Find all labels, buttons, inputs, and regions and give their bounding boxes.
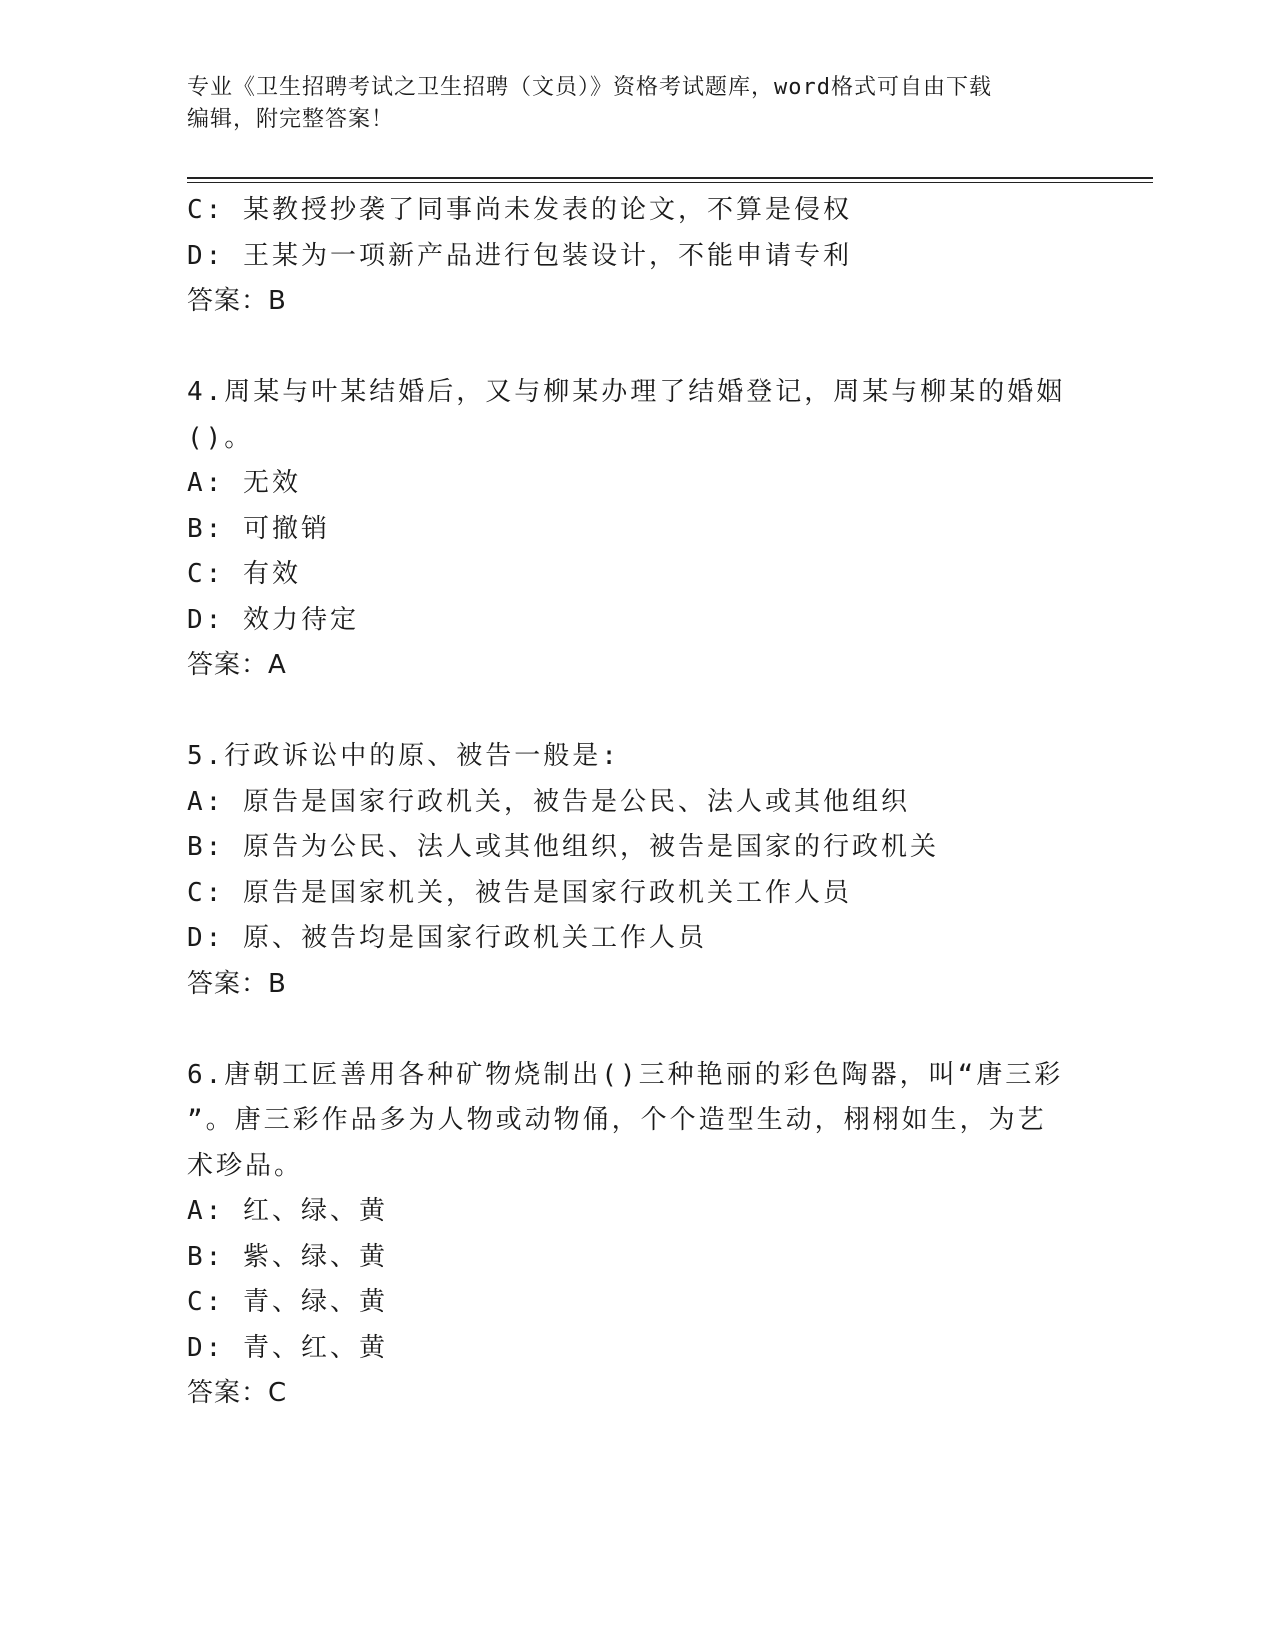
question-text: 5.行政诉讼中的原、被告一般是: <box>187 741 620 771</box>
option-c: C: 原告是国家机关，被告是国家行政机关工作人员 <box>187 877 852 908</box>
question-3-tail <box>187 188 1087 325</box>
spacer <box>187 1007 1087 1053</box>
question-text-cont: ()。 <box>187 422 254 453</box>
answer: 答案：A <box>187 650 287 680</box>
question-5 <box>187 734 1087 1007</box>
question-text: 6.唐朝工匠善用各种矿物烧制出()三种艳丽的彩色陶器，叫“唐三彩 <box>187 1059 1064 1090</box>
option-b: B: 原告为公民、法人或其他组织，被告是国家的行政机关 <box>187 832 939 862</box>
question-4 <box>187 370 1087 689</box>
document-header <box>187 72 1067 136</box>
question-text-cont: ”。唐三彩作品多为人物或动物俑，个个造型生动，栩栩如生，为艺 <box>187 1105 1047 1135</box>
option-a: A: 无效 <box>187 468 301 498</box>
option-c: C: 青、绿、黄 <box>187 1287 388 1317</box>
option-d: D: 王某为一项新产品进行包装设计，不能申请专利 <box>187 240 852 271</box>
option-b: B: 可撤销 <box>187 513 330 544</box>
header-divider-thin <box>187 182 1153 183</box>
question-text-cont: 术珍品。 <box>187 1150 304 1181</box>
question-text: 4.周某与叶某结婚后，又与柳某办理了结婚登记，周某与柳某的婚姻 <box>187 377 1066 407</box>
option-a: A: 原告是国家行政机关，被告是公民、法人或其他组织 <box>187 786 910 817</box>
option-c: C: 有效 <box>187 559 301 589</box>
header-line-2: 编辑，附完整答案！ <box>187 107 395 132</box>
spacer <box>187 325 1087 371</box>
option-d: D: 青、红、黄 <box>187 1332 388 1363</box>
header-divider-thick <box>187 177 1153 179</box>
option-a: A: 红、绿、黄 <box>187 1196 388 1226</box>
answer: 答案：C <box>187 1378 288 1408</box>
option-b: B: 紫、绿、黄 <box>187 1241 388 1272</box>
question-list <box>187 188 1087 1417</box>
option-d: D: 效力待定 <box>187 604 359 635</box>
header-line-1: 专业《卫生招聘考试之卫生招聘（文员）》资格考试题库，word格式可自由下载 <box>187 75 992 100</box>
answer: 答案：B <box>187 286 287 316</box>
option-c: C: 某教授抄袭了同事尚未发表的论文，不算是侵权 <box>187 195 852 225</box>
option-d: D: 原、被告均是国家行政机关工作人员 <box>187 923 707 953</box>
spacer <box>187 689 1087 735</box>
question-6 <box>187 1053 1087 1417</box>
answer: 答案：B <box>187 968 287 999</box>
